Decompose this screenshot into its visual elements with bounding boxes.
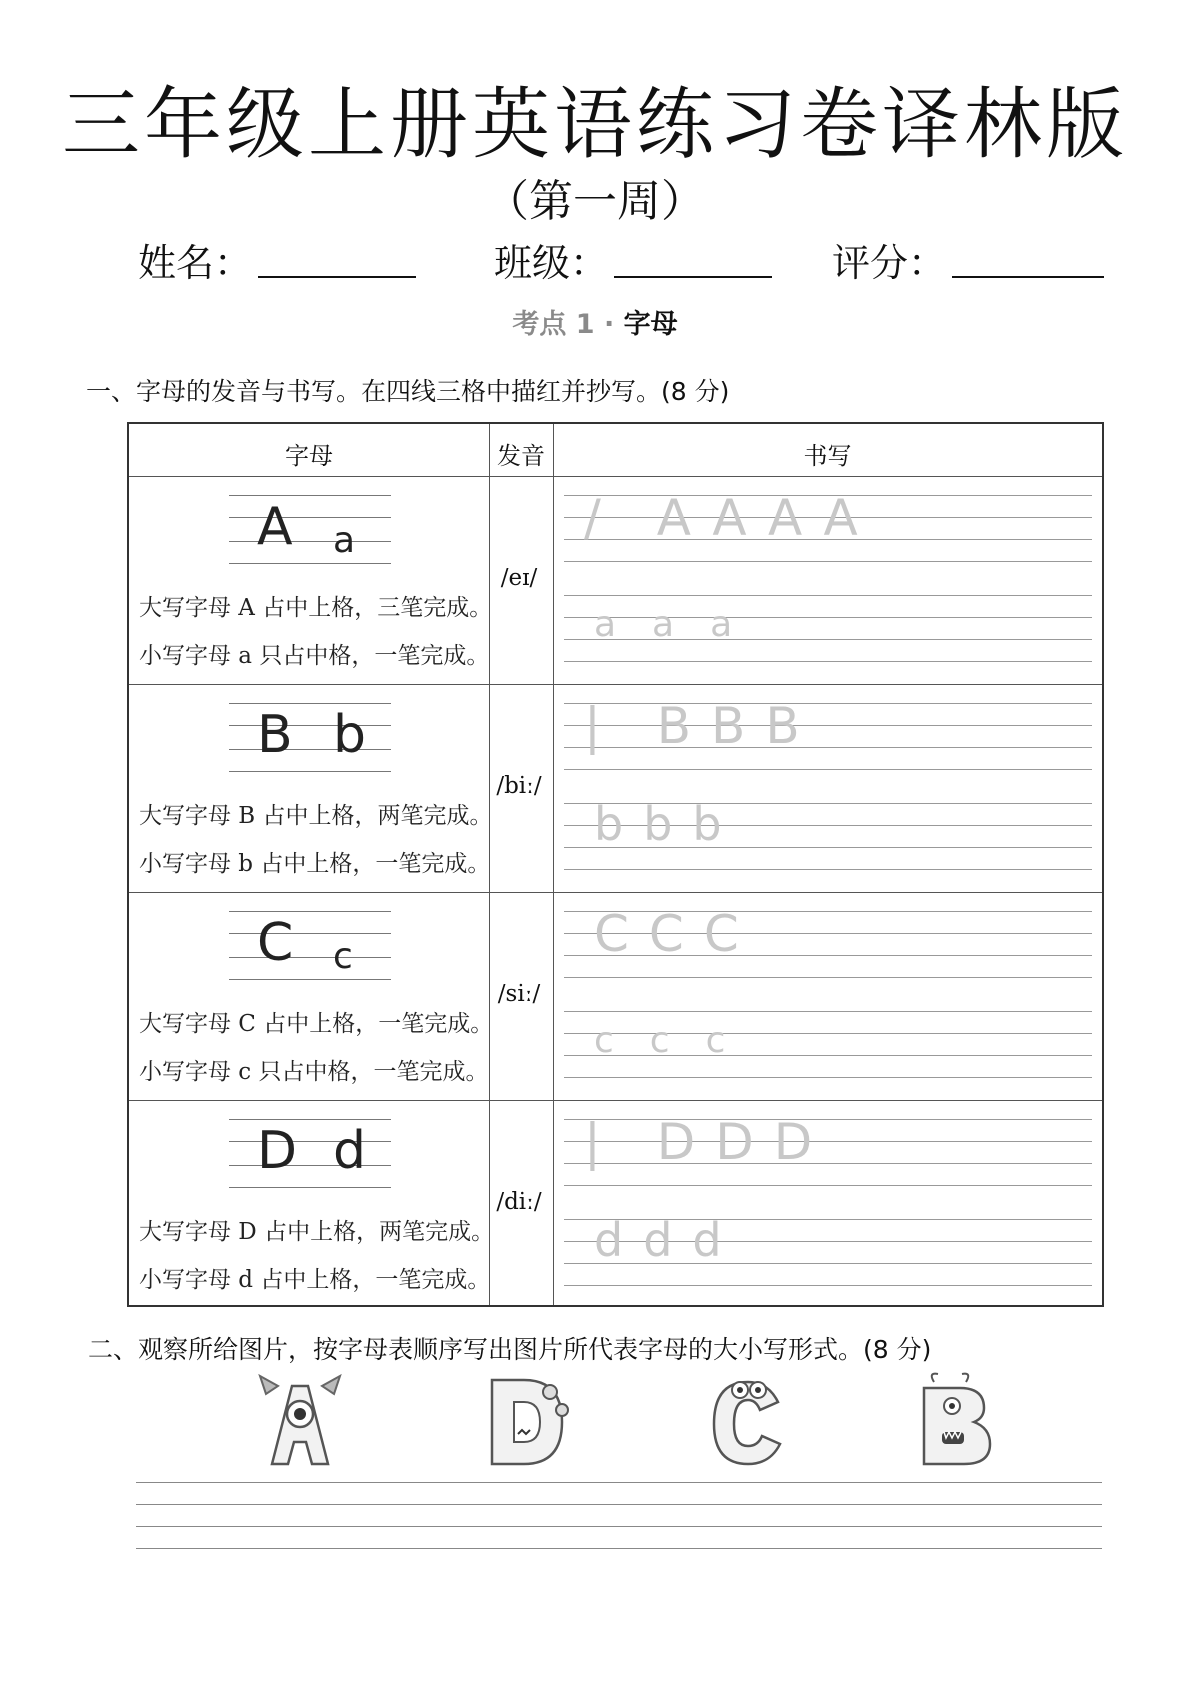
section-tag-title: 字母	[623, 309, 678, 340]
score-label: 评分：	[832, 241, 947, 285]
student-info-row	[0, 232, 1190, 285]
question-2: 二、观察所给图片，按字母表顺序写出图片所代表字母的大小写形式。(8 分)	[88, 1335, 932, 1364]
trace-uppercase: | BBB	[584, 697, 820, 755]
trace-uppercase: | DDD	[584, 1113, 833, 1171]
letter-demo	[229, 495, 391, 565]
note-lowercase: 小写字母 c 只占中格，一笔完成。	[139, 1059, 489, 1085]
score-blank[interactable]	[952, 276, 1104, 278]
monster-d-picture	[478, 1372, 574, 1468]
section-tag-number: 考点 1 ·	[512, 309, 615, 340]
lowercase-letter: b	[333, 705, 367, 765]
note-lowercase: 小写字母 b 占中上格，一笔完成。	[139, 851, 491, 877]
name-label: 姓名：	[138, 241, 253, 285]
trace-lowercase: bbb	[594, 797, 742, 851]
trace-uppercase: / AAAA	[584, 489, 878, 547]
letter-demo	[229, 911, 391, 981]
header-write: 书写	[803, 442, 852, 470]
name-blank[interactable]	[258, 276, 416, 278]
header-sound: 发音	[497, 442, 545, 470]
table-row	[129, 477, 1102, 685]
note-lowercase: 小写字母 a 只占中格，一笔完成。	[139, 643, 490, 669]
class-blank[interactable]	[614, 276, 772, 278]
uppercase-letter: D	[257, 1121, 298, 1181]
table-row	[129, 893, 1102, 1101]
class-label: 班级：	[494, 241, 609, 285]
monster-letter-pictures	[0, 1372, 1190, 1472]
phonetic: /eɪ/	[500, 565, 538, 591]
writing-area[interactable]	[554, 685, 1102, 893]
writing-area[interactable]	[554, 477, 1102, 685]
section-tag	[0, 302, 1190, 341]
phonetic: /siː/	[497, 981, 541, 1007]
monster-a-picture	[252, 1372, 348, 1468]
uppercase-letter: C	[257, 913, 294, 973]
writing-area[interactable]	[554, 1101, 1102, 1309]
writing-area[interactable]	[554, 893, 1102, 1101]
note-uppercase: 大写字母 B 占中上格，两笔完成。	[139, 803, 493, 829]
trace-uppercase: CCC	[594, 905, 759, 963]
letter-demo	[229, 703, 391, 773]
monster-c-picture	[702, 1372, 798, 1468]
page-subtitle: （第一周）	[485, 176, 705, 227]
phonetic: /diː/	[496, 1189, 542, 1215]
note-uppercase: 大写字母 C 占中上格，一笔完成。	[139, 1011, 494, 1037]
letter-demo	[229, 1119, 391, 1189]
uppercase-letter: A	[257, 497, 293, 557]
header-letter: 字母	[285, 442, 333, 470]
phonetic: /biː/	[496, 773, 542, 799]
monster-b-picture	[908, 1372, 1004, 1468]
table-row	[129, 1101, 1102, 1309]
page-title: 三年级上册英语练习卷译林版	[61, 80, 1128, 170]
uppercase-letter: B	[257, 705, 293, 765]
trace-lowercase: ddd	[594, 1213, 742, 1267]
trace-lowercase: ccc	[594, 1020, 762, 1061]
note-uppercase: 大写字母 D 占中上格，两笔完成。	[139, 1219, 495, 1245]
lowercase-letter: a	[333, 520, 356, 561]
question-1: 一、字母的发音与书写。在四线三格中描红并抄写。(8 分)	[86, 377, 730, 406]
table-row	[129, 685, 1102, 893]
lowercase-letter: c	[333, 936, 353, 977]
note-lowercase: 小写字母 d 占中上格，一笔完成。	[139, 1267, 491, 1293]
trace-lowercase: aaa	[594, 604, 769, 645]
note-uppercase: 大写字母 A 占中上格，三笔完成。	[139, 595, 493, 621]
lowercase-letter: d	[333, 1121, 367, 1181]
letter-table	[127, 422, 1104, 1307]
